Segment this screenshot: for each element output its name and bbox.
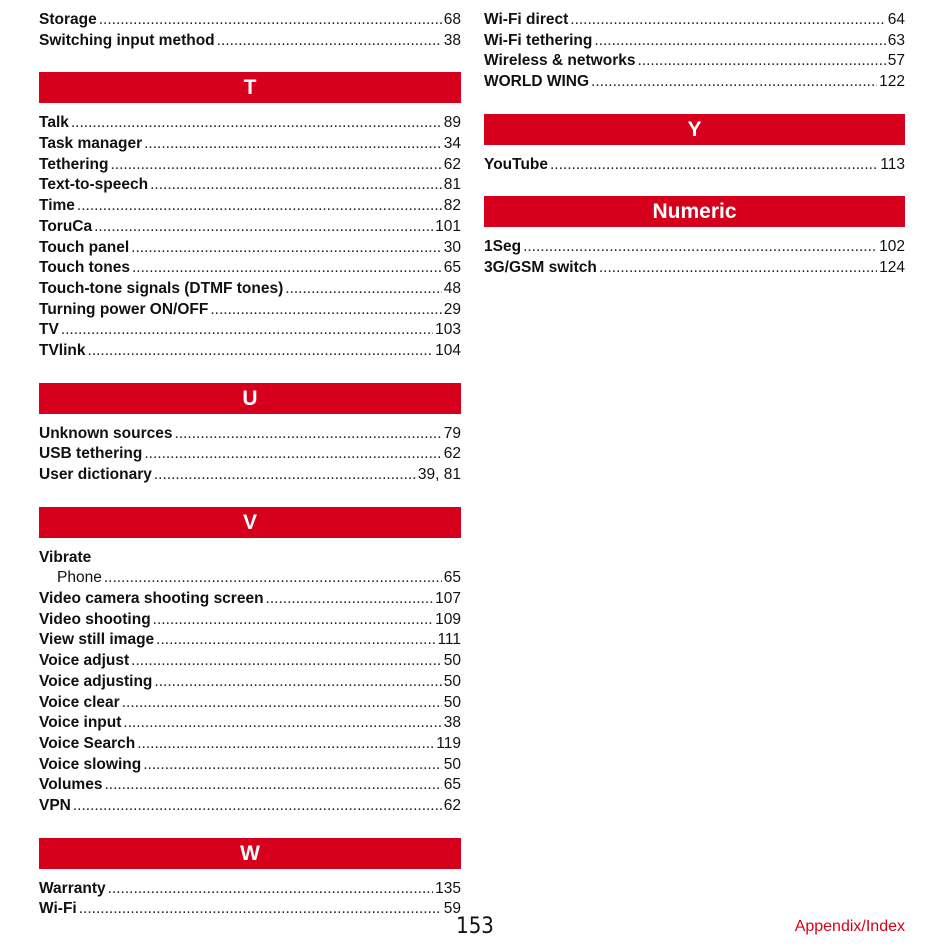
index-term: ToruCa [39,217,93,235]
index-entry-world-wing [484,72,905,93]
dot-leader [153,610,433,631]
index-term: VPN [39,796,71,814]
index-page-ref: 89 [443,114,461,132]
index-term: 1Seg [484,238,522,256]
index-page-ref: 82 [443,197,461,215]
dot-leader [144,134,442,155]
index-entry-tvlink [39,341,461,362]
dot-leader [123,713,441,734]
dot-leader [99,10,442,31]
index-entry-time [39,196,461,217]
index-entry-wi-fi-tethering [484,31,905,52]
index-entry-touch-panel [39,238,461,259]
index-entry-talk [39,113,461,134]
dot-leader [61,320,433,341]
index-entry-1seg [484,237,905,258]
dot-leader [94,217,433,238]
section-gap [39,538,461,548]
index-entry-phone [39,568,461,589]
index-entry-switching-input-method [39,31,461,52]
index-term: Task manager [39,135,143,153]
index-entry-voice-adjust [39,651,461,672]
section-gap [484,175,905,196]
dot-leader [210,300,441,321]
index-term: Voice slowing [39,755,142,773]
index-page-ref: 119 [436,734,461,752]
index-term: View still image [39,631,155,649]
index-page-ref: 81 [443,176,461,194]
section-header-numeric: Numeric [484,196,905,227]
index-page-ref: 50 [443,652,461,670]
section-header-w: W [39,838,461,869]
section-header-t: T [39,72,461,103]
page-number: 153 [456,914,494,939]
index-page-ref: 63 [887,31,905,49]
dot-leader [637,51,885,72]
section-gap [39,51,461,72]
dot-leader [523,237,877,258]
dot-leader [110,155,441,176]
index-page-ref: 64 [887,11,905,28]
index-term: Wireless & networks [484,52,636,70]
index-term: TVlink [39,341,86,359]
index-entry-task-manager [39,134,461,155]
index-entry-turning-power-on-off [39,300,461,321]
index-term: Voice input [39,714,122,732]
index-page-ref: 103 [435,321,461,339]
index-page-ref: 57 [887,52,905,70]
dot-leader [137,734,434,755]
index-page-ref: 104 [435,341,461,359]
index-entry-voice-adjusting [39,672,461,693]
index-page-ref: 48 [443,279,461,297]
index-page-ref: 111 [437,631,461,649]
index-page-ref: 30 [443,238,461,256]
index-term: User dictionary [39,466,152,483]
dot-leader [143,755,442,776]
index-term: YouTube [484,155,548,173]
dot-leader [77,196,442,217]
dot-leader [108,879,434,900]
section-gap [484,145,905,155]
index-entry-tv [39,320,461,341]
index-term: Tethering [39,155,109,173]
index-entry-warranty [39,879,461,900]
dot-leader [591,72,877,93]
index-term: Wi-Fi tethering [484,31,593,49]
index-page-ref: 34 [443,135,461,153]
index-term: Volumes [39,776,103,794]
dot-leader [156,630,435,651]
index-entry-video-shooting [39,610,461,631]
index-page-ref: 38 [443,31,461,49]
index-term: Voice Search [39,734,136,752]
index-term: Storage [39,11,97,28]
section-label: Appendix/Index [794,918,905,935]
section-gap [39,362,461,383]
section-gap [39,414,461,424]
index-term: Warranty [39,879,106,897]
index-page-ref: 62 [443,796,461,814]
index-entry-youtube [484,155,905,176]
index-entry-voice-input [39,713,461,734]
index-term: Touch tones [39,259,130,277]
index-page-ref: 65 [443,259,461,277]
index-entry-touch-tones [39,258,461,279]
index-entry-view-still-image [39,630,461,651]
index-page-ref: 107 [435,590,461,608]
dot-leader [132,258,442,279]
index-term: Phone [57,569,102,587]
dot-leader [144,444,441,465]
index-entry-wi-fi-direct [484,10,905,31]
index-term: Wi-Fi direct [484,11,569,28]
dot-leader [104,568,442,589]
index-term: TV [39,321,59,339]
dot-leader [73,796,442,817]
section-header-y: Y [484,114,905,145]
index-term: Vibrate [39,548,92,566]
index-term: USB tethering [39,445,143,463]
index-term: Switching input method [39,31,215,49]
index-page-ref: 102 [879,238,905,256]
dot-leader [131,651,442,672]
index-page-ref: 135 [435,879,461,897]
index-page-ref: 50 [443,755,461,773]
section-gap [484,93,905,114]
index-page-ref: 59 [443,900,461,918]
index-term: WORLD WING [484,73,590,91]
index-entry-wireless-networks [484,51,905,72]
dot-leader [550,155,878,176]
index-page-ref: 29 [443,300,461,318]
index-term: 3G/GSM switch [484,259,597,277]
index-entry-volumes [39,775,461,796]
section-gap [484,227,905,237]
dot-leader [154,465,416,486]
section-gap [39,817,461,838]
dot-leader [217,31,442,52]
index-page-ref: 124 [879,259,905,277]
index-entry-storage [39,10,461,31]
dot-leader [122,693,442,714]
dot-leader [154,672,441,693]
dot-leader [104,775,441,796]
index-entry-text-to-speech [39,175,461,196]
index-term: Voice clear [39,693,120,711]
index-entry-voice-slowing [39,755,461,776]
index-entry-touch-tone-signals-dtmf-tones [39,279,461,300]
section-gap [39,103,461,113]
dot-leader [266,589,434,610]
index-entry-toruca [39,217,461,238]
dot-leader [570,10,885,31]
index-term: Video shooting [39,610,151,628]
index-page-ref: 113 [880,155,905,173]
index-term: Touch panel [39,238,130,256]
index-term: Touch-tone signals (DTMF tones) [39,279,284,297]
index-column-left [39,10,461,920]
index-page-ref: 122 [879,73,905,91]
index-term: Turning power ON/OFF [39,300,209,318]
index-entry-vibrate [39,548,461,569]
index-page-ref: 68 [443,11,461,28]
index-column-right [484,10,905,279]
index-entry-tethering [39,155,461,176]
index-entry-usb-tethering [39,444,461,465]
index-entry-3g-gsm-switch [484,258,905,279]
index-page-ref: 50 [443,672,461,690]
dot-leader [131,238,442,259]
index-page-ref: 101 [435,217,461,235]
dot-leader [594,31,885,52]
index-page-ref: 79 [443,424,461,442]
index-page-ref: 62 [443,445,461,463]
index-entry-user-dictionary [39,465,461,486]
section-gap [39,869,461,879]
index-term: Video camera shooting screen [39,590,264,608]
index-entry-voice-clear [39,693,461,714]
section-header-v: V [39,507,461,538]
index-term: Text-to-speech [39,176,149,194]
dot-leader [150,175,442,196]
section-header-u: U [39,383,461,414]
dot-leader [88,341,434,362]
section-gap [39,486,461,507]
index-term: Unknown sources [39,424,173,442]
index-term: Talk [39,114,69,132]
index-page-ref: 38 [443,714,461,732]
index-page-ref: 39, 81 [417,466,461,483]
dot-leader [71,113,442,134]
index-page-ref: 109 [435,610,461,628]
index-entry-vpn [39,796,461,817]
index-term: Voice adjusting [39,672,153,690]
index-entry-voice-search [39,734,461,755]
dot-leader [285,279,441,300]
dot-leader [175,424,442,445]
index-entry-video-camera-shooting-screen [39,589,461,610]
index-page-ref: 50 [443,693,461,711]
index-term: Voice adjust [39,652,130,670]
index-term: Time [39,197,75,215]
index-page-ref: 62 [443,155,461,173]
index-page-ref: 65 [443,776,461,794]
index-term: Wi-Fi [39,900,77,918]
dot-leader [599,258,877,279]
index-entry-unknown-sources [39,424,461,445]
index-page-ref: 65 [443,569,461,587]
